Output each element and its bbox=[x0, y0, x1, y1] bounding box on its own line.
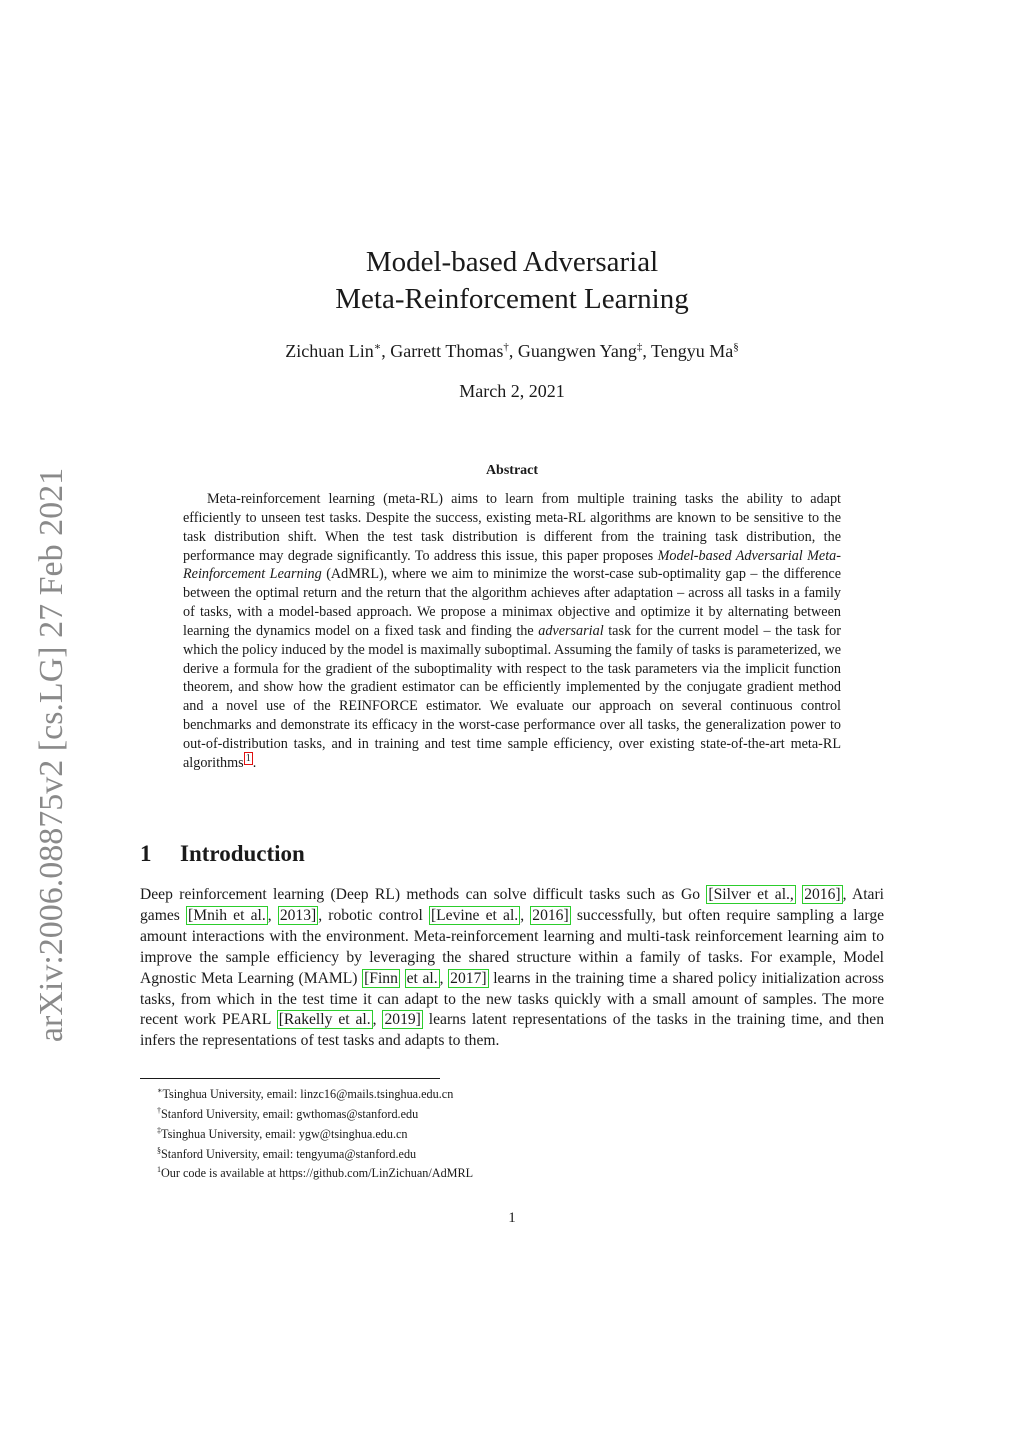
footnote-text: Stanford University, email: tengyuma@stanford.edu bbox=[161, 1146, 417, 1161]
footnote-mark: ∗ bbox=[157, 1086, 163, 1095]
citation-link[interactable]: 2013] bbox=[279, 906, 317, 924]
footnote-text: Tsinghua University, email: linzc16@mails.tsinghua.edu.cn bbox=[162, 1087, 454, 1102]
footnote-mark: § bbox=[157, 1145, 161, 1155]
intro-text: , bbox=[267, 906, 278, 924]
page-number: 1 bbox=[508, 1210, 516, 1226]
abstract-heading: Abstract bbox=[485, 463, 539, 478]
footnote-mark: ‡ bbox=[157, 1125, 161, 1135]
citation-link[interactable]: 2016] bbox=[804, 886, 841, 903]
author-name: Zichuan Lin bbox=[285, 341, 374, 361]
author-mark: ∗ bbox=[373, 341, 382, 353]
intro-text: , robotic control bbox=[318, 906, 429, 924]
citation-link[interactable]: [Rakelly et al. bbox=[278, 1011, 371, 1029]
author-mark: ‡ bbox=[636, 341, 643, 353]
abstract-part: Meta-reinforcement learning (meta-RL) aims to learn from multiple training tasks the ability to adapt efficiently to unseen test tasks. Despite the success, existing meta-RL algorithms are known to be sensitive to the task distribution shift. When the test task distribution is different from the training task distribution, the performance may degrade significantly. To address this issue, this paper proposes bbox=[183, 491, 841, 564]
author-mark: § bbox=[733, 341, 739, 353]
footnote bbox=[140, 1143, 884, 1163]
citation-link[interactable]: 2019] bbox=[384, 1011, 421, 1029]
footnote-text: Stanford University, email: gwthomas@stanford.edu bbox=[161, 1106, 419, 1121]
citation-link[interactable]: [Finn bbox=[364, 969, 398, 987]
intro-text: , bbox=[520, 906, 531, 924]
footnote-link[interactable]: 1 bbox=[245, 753, 251, 765]
arxiv-stamp-text: arXiv:2006.08875v2 [cs.LG] 27 Feb 2021 bbox=[33, 467, 70, 1043]
citation-link[interactable]: 2016] bbox=[532, 906, 569, 924]
title-line-1: Model-based Adversarial bbox=[365, 246, 659, 278]
author-mark: † bbox=[503, 341, 509, 353]
intro-paragraph bbox=[140, 885, 884, 1052]
section-title: Introduction bbox=[180, 841, 305, 866]
intro-text: Deep reinforcement learning (Deep RL) methods can solve difficult tasks such as Go bbox=[140, 886, 707, 903]
citation-link[interactable]: 2017] bbox=[450, 969, 487, 987]
intro-text: , Atari games bbox=[140, 886, 885, 924]
intro-text: , bbox=[439, 969, 449, 987]
abstract-part: task for the current model – the task for which the policy induced by the model is maximally suboptimal. Assuming the family of tasks is parameterized, we derive a formula for the gradient of the suboptimality with respect to the task parameters via the implicit function theorem, and show how the gradient estimator can be efficiently implemented by the conjugate gradient method and a novel use of the REINFORCE estimator. We evaluate our approach on several continuous control benchmarks and demonstrate its efficacy in the worst-case performance over all tasks, the generalization power to out-of-distribution tasks, and in training and test time sample efficiency, over existing state-of-the-art meta-RL algorithms bbox=[183, 622, 841, 771]
footnote bbox=[140, 1103, 884, 1123]
footnote bbox=[140, 1083, 884, 1103]
citation-link[interactable]: [Silver et al., bbox=[708, 886, 794, 903]
intro-text: , bbox=[372, 1011, 383, 1029]
citation-link[interactable]: [Levine et al. bbox=[430, 906, 519, 924]
author-name: Guangwen Yang bbox=[517, 341, 637, 361]
intro-text: successfully, but often require sampling a large amount interactions with the environment. Meta-reinforcement learning and multi-task reinforcement learning aim to improve the sample efficiency by leveraging the shared structure within a family of tasks. For example, Model Agnostic Meta Learning (MAML) bbox=[140, 906, 885, 987]
section-number: 1 bbox=[140, 841, 152, 866]
footnote-text: Our code is available at https://github.com/LinZichuan/AdMRL bbox=[161, 1166, 474, 1181]
author-name: Tengyu Ma bbox=[651, 341, 734, 361]
footnote-text: Tsinghua University, email: ygw@tsinghua.edu.cn bbox=[161, 1126, 408, 1141]
paper-title bbox=[0, 244, 1024, 318]
citation-link[interactable]: et al. bbox=[406, 969, 438, 987]
intro-text: learns in the training time a shared policy initialization across tasks, from which in the test time it can adapt to the new tasks quickly with a small amount of samples. The more recent work PEARL bbox=[140, 969, 885, 1029]
author-list: Zichuan Lin∗, Garrett Thomas†, Guangwen Yang‡, Tengyu Ma§ bbox=[285, 341, 739, 361]
abstract-text bbox=[183, 490, 841, 773]
section-heading bbox=[140, 841, 305, 867]
footnote bbox=[140, 1123, 884, 1143]
footnote-mark: † bbox=[157, 1105, 161, 1115]
method-name: Model-based Adversarial Meta-Reinforcement Learning bbox=[183, 547, 841, 583]
title-line-2: Meta-Reinforcement Learning bbox=[335, 283, 689, 315]
abstract-end: . bbox=[252, 754, 257, 771]
paper-date: March 2, 2021 bbox=[459, 381, 565, 401]
footnote-divider bbox=[140, 1078, 440, 1079]
intro-text: learns latent representations of the tasks in the training time, and then infers the representations of test tasks and adapts to them. bbox=[140, 1011, 885, 1050]
citation-link[interactable]: [Mnih et al. bbox=[188, 906, 266, 924]
abstract-part: (AdMRL), where we aim to minimize the worst-case sub-optimality gap – the difference between the optimal return and the return that the algorithm achieves after adaptation – across all tasks in a family of tasks, with a model-based approach. We propose a minimax objective and optimize it by alternating between learning the dynamics model on a fixed task and finding the bbox=[183, 566, 842, 639]
footnote-mark: 1 bbox=[157, 1165, 161, 1175]
footnote bbox=[140, 1162, 884, 1182]
adversarial-term: adversarial bbox=[538, 622, 604, 639]
author-name: Garrett Thomas bbox=[390, 341, 504, 361]
footnotes bbox=[140, 1083, 884, 1182]
